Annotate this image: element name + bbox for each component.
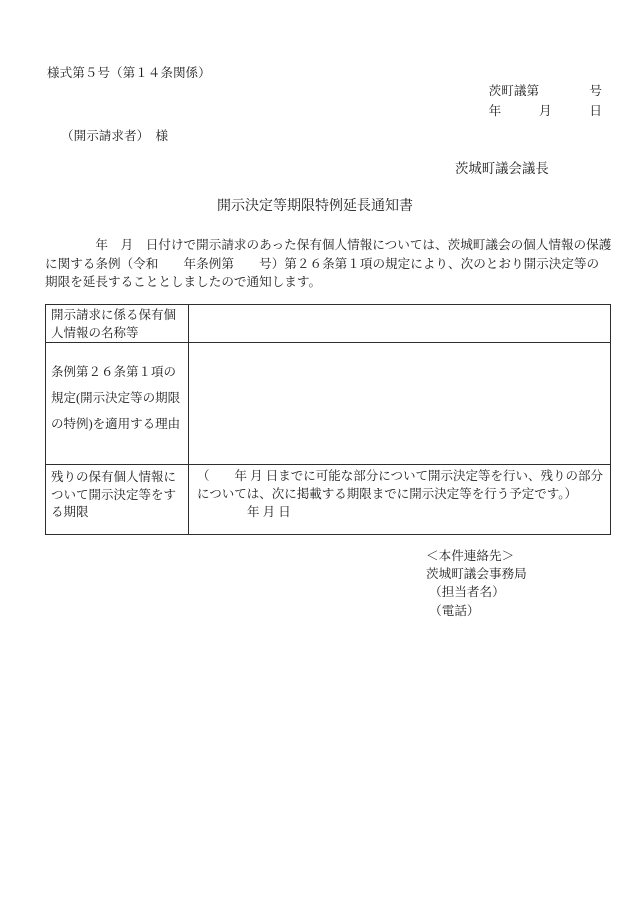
row-label-line: の特例)を適用する理由 xyxy=(51,417,181,431)
doc-date: 年 月 日 xyxy=(488,103,602,118)
row-label xyxy=(46,343,189,465)
form-table xyxy=(45,304,611,535)
row-label-line: 条例第２６条第１項の xyxy=(51,365,177,379)
contact-line: ＜本件連絡先＞ xyxy=(426,549,515,563)
page-title: 開示決定等期限特例延長通知書 xyxy=(217,199,413,214)
table-row xyxy=(46,465,611,535)
doc-number: 茨町議第 号 xyxy=(488,84,602,98)
row-value-line: については、次に掲載する期限までに開示決定等を行う予定です。） xyxy=(197,487,578,501)
row-label-line: ついて開示決定等をす xyxy=(51,487,177,502)
row-value-line: 年 月 日 xyxy=(197,505,291,519)
doc-number-block xyxy=(489,82,602,121)
table-row xyxy=(46,343,611,465)
body-line: に関する条例（令和 年条例第 号）第２６条第１項の規定により、次のとおり開示決定等の xyxy=(45,256,600,271)
contact-block xyxy=(426,547,527,620)
table-row xyxy=(46,305,611,343)
body-line: 期限を延長することとしましたので通知します。 xyxy=(45,275,322,290)
row-label-line: 残りの保有個人情報に xyxy=(51,470,177,484)
form-number: 様式第５号（第１４条関係） xyxy=(47,66,211,80)
body-line: 年 月 日付けで開示請求のあった保有個人情報については、茨城町議会の個人情報の保護 xyxy=(45,238,612,252)
row-value xyxy=(189,343,611,465)
addressee: （開示請求者） 様 xyxy=(61,129,169,143)
row-value xyxy=(189,305,611,343)
row-label-line: 開示請求に係る保有個 xyxy=(51,308,177,322)
contact-line: （電話） xyxy=(426,603,480,618)
body-paragraph xyxy=(45,236,620,292)
contact-line: （担当者名） xyxy=(426,585,505,600)
row-label-line: 人情報の名称等 xyxy=(51,325,139,340)
row-value-line: （ 年 月 日までに可能な部分について開示決定等を行い、残りの部分 xyxy=(197,469,604,483)
contact-line: 茨城町議会事務局 xyxy=(426,567,527,582)
row-value xyxy=(189,465,611,535)
row-label-line: 規定(開示決定等の期限 xyxy=(51,391,181,405)
row-label xyxy=(46,465,189,535)
sender-title: 茨城町議会議長 xyxy=(455,161,549,176)
row-label xyxy=(46,305,189,343)
row-label-line: る期限 xyxy=(51,505,89,519)
